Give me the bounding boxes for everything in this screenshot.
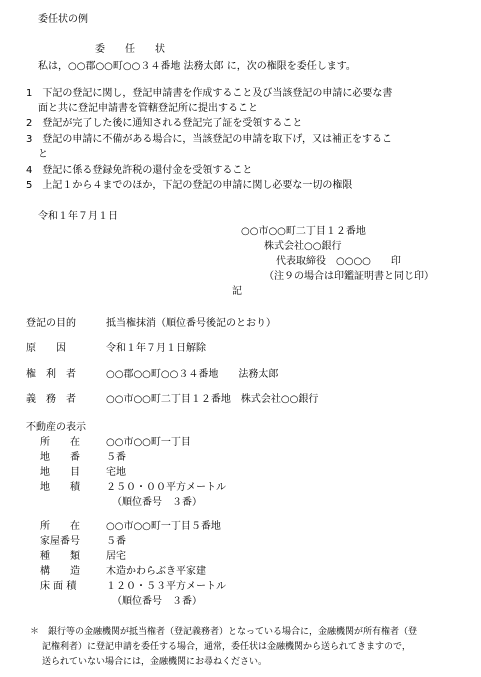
holder-value: ○○郡○○町○○３４番地 法務太郎 <box>106 369 279 380</box>
authority-item-2: 2 登記が完了した後に通知される登記完了証を受領すること <box>26 118 303 129</box>
purpose-value: 抵当権抹消（順位番号後記のとおり） <box>106 318 276 329</box>
authority-item-3-cont: と <box>38 149 48 160</box>
authority-item-3: 3 登記の申請に不備がある場合に，当該登記の申請を取下げ，又は補正をするこ <box>26 134 392 145</box>
footnote-line-3: 送られていない場合には，金融機関にお尋ねください。 <box>42 657 268 667</box>
land-area-value: ２５０・００平方メートル <box>106 482 226 493</box>
building-kind-label: 種 類 <box>40 551 80 562</box>
holder-label: 権 利 者 <box>26 369 76 380</box>
purpose-label: 登記の目的 <box>26 318 76 329</box>
obligor-value: ○○市○○町二丁目１２番地 株式会社○○銀行 <box>106 394 319 405</box>
authority-item-1: 1 下記の登記に関し，登記申請書を作成すること及び当該登記の申請に必要な書 <box>26 88 393 99</box>
land-location-value: ○○市○○町一丁目 <box>106 437 191 448</box>
cause-value: 令和１年７月１日解除 <box>106 343 206 354</box>
building-number-label: 家屋番号 <box>40 536 80 547</box>
authority-item-4: 4 登記に係る登録免許税の還付金を受領すること <box>26 165 253 176</box>
land-number-value: ５番 <box>106 452 126 463</box>
principal-company: 株式会社○○銀行 <box>264 241 342 252</box>
footnote-line-2: 記権利者）に登記申請を委任する場合，通常，委任状は金融機関から送られてきますので， <box>42 642 411 652</box>
principal-representative: 代表取締役 ○○○○ 印 <box>276 256 401 267</box>
land-category-label: 地 目 <box>40 467 80 478</box>
building-location-label: 所 在 <box>40 521 80 532</box>
cause-label: 原 因 <box>26 343 66 354</box>
building-structure-label: 構 造 <box>40 566 80 577</box>
building-floor-value: １２０・５３平方メートル <box>106 581 226 592</box>
ki-label: 記 <box>232 286 242 297</box>
document-title: 委 任 状 <box>95 44 165 55</box>
land-location-label: 所 在 <box>40 437 80 448</box>
intro-text: 私は，○○郡○○町○○３４番地 法務太郎 に，次の権限を委任します。 <box>38 61 356 72</box>
land-rank: （順位番号 ３番） <box>112 497 202 508</box>
principal-note: （注９の場合は印鑑証明書と同じ印） <box>264 271 434 282</box>
building-number-value: ５番 <box>106 536 126 547</box>
building-rank: （順位番号 ３番） <box>112 596 202 607</box>
authority-item-5: 5 上記１から４までのほか，下記の登記の申請に関し必要な一切の権限 <box>26 180 353 191</box>
building-structure-value: 木造かわらぶき平家建 <box>106 566 206 577</box>
land-number-label: 地 番 <box>40 452 80 463</box>
building-kind-value: 居宅 <box>106 551 126 562</box>
footnote-line-1: ＊ 銀行等の金融機関が抵当権者（登記義務者）となっている場合に，金融機関が所有権者（登 <box>30 627 418 637</box>
section-heading: 委任状の例 <box>38 14 88 25</box>
date: 令和１年７月１日 <box>38 211 118 222</box>
principal-address: ○○市○○町二丁目１２番地 <box>241 226 366 237</box>
building-floor-label: 床 面 積 <box>40 581 77 592</box>
obligor-label: 義 務 者 <box>26 394 76 405</box>
property-heading: 不動産の表示 <box>26 422 86 433</box>
land-category-value: 宅地 <box>106 467 126 478</box>
land-area-label: 地 積 <box>40 482 80 493</box>
authority-item-1-cont: 面と共に登記申請書を管轄登記所に提出すること <box>38 103 258 114</box>
building-location-value: ○○市○○町一丁目５番地 <box>106 521 221 532</box>
